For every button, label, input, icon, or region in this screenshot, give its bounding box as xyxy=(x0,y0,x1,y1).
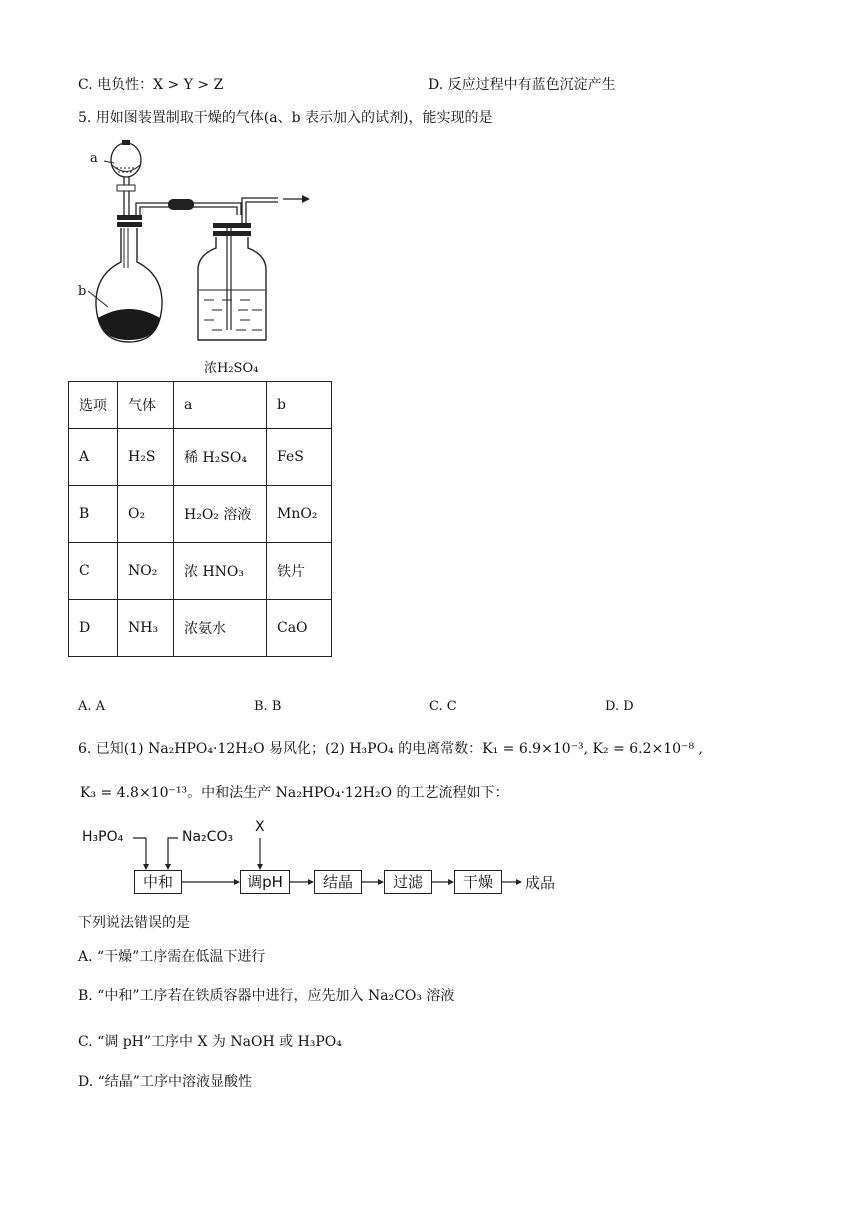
q6-text: 的电离常数： xyxy=(393,741,483,757)
flow-product: 成品 xyxy=(525,874,556,892)
comma: , xyxy=(583,741,593,757)
gas-cell: O₂ xyxy=(118,486,174,543)
q4-option-c: C. 电负性：X > Y > Z xyxy=(78,77,224,93)
flow-step-crystallize: 结晶 xyxy=(314,870,362,894)
flow-step-filter: 过滤 xyxy=(384,870,432,894)
flow-input-sodium-carbonate: Na₂CO₃ xyxy=(182,829,234,845)
q5-stem: 5. 用如图装置制取干燥的气体(a、b 表示加入的试剂)，能实现的是 xyxy=(78,110,493,126)
reagent-b-cell: FeS xyxy=(267,429,332,486)
q6-option-d: D. “结晶”工序中溶液显酸性 xyxy=(78,1074,252,1090)
q5-answer-a: A. A xyxy=(78,699,106,714)
flow-step-adjust-ph: 调pH xyxy=(240,870,290,894)
option-text: B. “中和”工序若在铁质容器中进行，应先加入 xyxy=(78,988,368,1004)
k1-value: K₁ = 6.9×10⁻³ xyxy=(482,741,584,757)
q6-prefix: 6. 已知(1) xyxy=(78,741,149,757)
q4-option-d: D. 反应过程中有蓝色沉淀产生 xyxy=(428,77,616,93)
conc-sulfuric-acid-caption: 浓H₂SO₄ xyxy=(204,361,259,376)
q6-text: 易风化；(2) xyxy=(264,741,350,757)
option-cell: D xyxy=(69,600,118,657)
gas-cell: H₂S xyxy=(118,429,174,486)
q6-prompt: 下列说法错误的是 xyxy=(78,915,190,931)
reagent-a-cell: H₂O₂ 溶液 xyxy=(174,486,267,543)
k3-value: K₃ = 4.8×10⁻¹³ xyxy=(80,785,188,801)
comma: , xyxy=(694,741,703,757)
header-cell: b xyxy=(267,382,332,429)
option-text: 溶液 xyxy=(421,988,455,1004)
header-cell: 气体 xyxy=(118,382,174,429)
q6-option-b xyxy=(78,985,454,1005)
salt-formula: Na₂HPO₄·12H₂O xyxy=(148,741,265,757)
gas-cell: NH₃ xyxy=(118,600,174,657)
reagent-a-cell: 浓氨水 xyxy=(174,600,267,657)
q6-option-a: A. “干燥”工序需在低温下进行 xyxy=(78,949,266,965)
q5-answer-b: B. B xyxy=(254,699,282,714)
flow-step-neutralize: 中和 xyxy=(134,870,182,894)
acid-formula: H₃PO₄ xyxy=(349,741,394,757)
header-cell: 选项 xyxy=(69,382,118,429)
option-cell: A xyxy=(69,429,118,486)
option-text: C. “调 pH”工序中 X 为 NaOH 或 xyxy=(78,1034,298,1050)
q6-text: 的工艺流程如下： xyxy=(392,785,509,801)
reagent-a-label: a xyxy=(90,151,98,166)
q6-option-c xyxy=(78,1031,342,1051)
gas-cell: NO₂ xyxy=(118,543,174,600)
flow-input-x: X xyxy=(255,819,265,835)
flow-step-dry: 干燥 xyxy=(454,870,502,894)
reagent-b-cell: CaO xyxy=(267,600,332,657)
salt-formula: Na₂HPO₄·12H₂O xyxy=(275,785,393,801)
reagent-a-cell: 稀 H₂SO₄ xyxy=(174,429,267,486)
header-cell: a xyxy=(174,382,267,429)
chem-formula: H₃PO₄ xyxy=(297,1034,342,1050)
q5-answer-d: D. D xyxy=(605,699,634,714)
reagent-b-cell: MnO₂ xyxy=(267,486,332,543)
chem-formula: Na₂CO₃ xyxy=(367,988,422,1004)
k2-value: K₂ = 6.2×10⁻⁸ xyxy=(592,741,695,757)
reagent-a-cell: 浓 HNO₃ xyxy=(174,543,267,600)
option-cell: B xyxy=(69,486,118,543)
option-cell: C xyxy=(69,543,118,600)
reagent-b-label: b xyxy=(78,284,87,299)
flow-input-phosphoric-acid: H₃PO₄ xyxy=(82,829,124,845)
q5-answer-c: C. C xyxy=(429,699,457,714)
reagent-b-cell: 铁片 xyxy=(267,543,332,600)
q6-text: 。中和法生产 xyxy=(187,785,276,801)
